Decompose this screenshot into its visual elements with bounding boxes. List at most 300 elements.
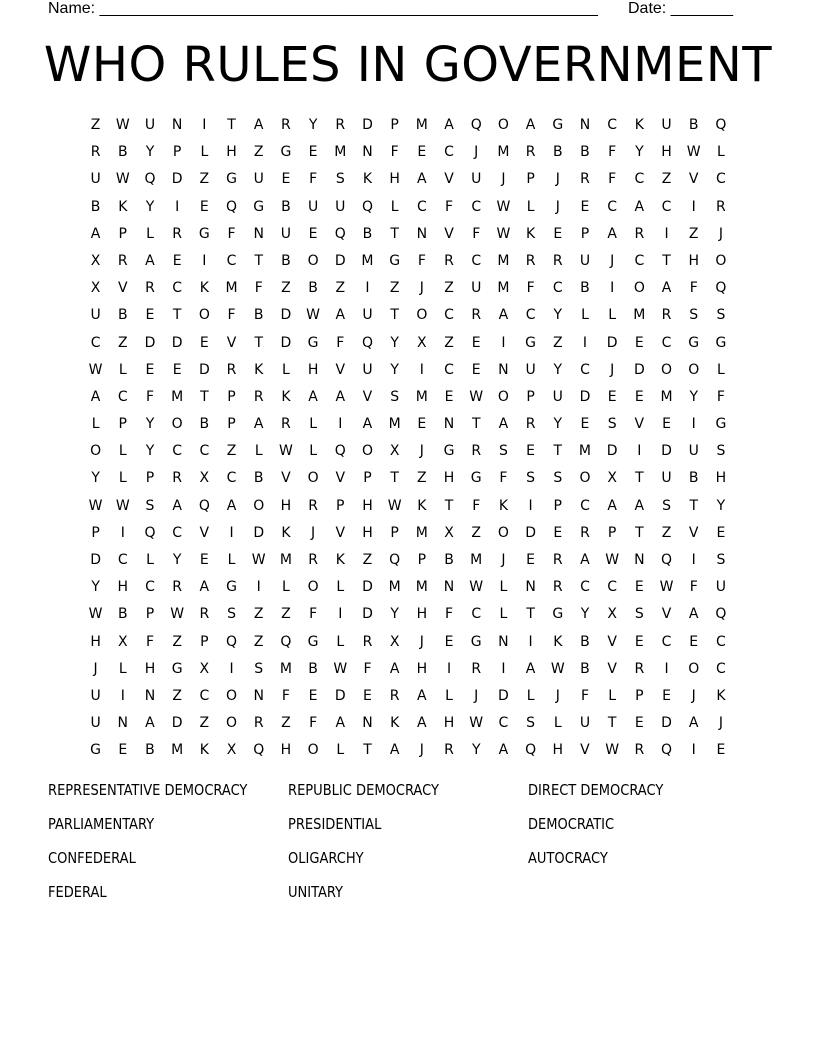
grid-letter[interactable]: A xyxy=(661,280,672,297)
grid-letter[interactable]: Y xyxy=(390,334,399,351)
grid-letter[interactable]: T xyxy=(390,225,399,242)
grid-letter[interactable]: D xyxy=(606,443,618,460)
grid-letter[interactable]: A xyxy=(417,715,427,732)
grid-letter[interactable]: I xyxy=(610,280,615,297)
grid-letter[interactable]: D xyxy=(362,579,373,596)
grid-letter[interactable]: F xyxy=(472,225,481,242)
grid-letter[interactable]: K xyxy=(362,171,373,188)
grid-letter[interactable]: C xyxy=(117,388,128,405)
grid-letter[interactable]: M xyxy=(388,579,401,596)
grid-letter[interactable]: K xyxy=(553,633,563,650)
grid-letter[interactable]: F xyxy=(445,606,454,623)
grid-letter[interactable]: S xyxy=(390,388,400,405)
grid-letter[interactable]: Q xyxy=(715,280,727,297)
grid-letter[interactable]: P xyxy=(118,225,127,242)
grid-letter[interactable]: R xyxy=(661,307,672,324)
grid-letter[interactable]: F xyxy=(145,388,154,405)
grid-letter[interactable]: O xyxy=(307,579,319,596)
grid-letter[interactable]: H xyxy=(362,524,373,541)
grid-letter[interactable]: D xyxy=(579,388,591,405)
grid-letter[interactable]: A xyxy=(389,660,400,677)
grid-letter[interactable]: S xyxy=(254,660,264,677)
grid-letter[interactable]: F xyxy=(689,280,698,297)
grid-letter[interactable]: R xyxy=(580,171,590,188)
grid-letter[interactable]: Q xyxy=(661,742,673,759)
grid-letter[interactable]: F xyxy=(390,144,399,161)
grid-letter[interactable]: C xyxy=(661,334,672,351)
grid-letter[interactable]: G xyxy=(389,252,401,269)
grid-letter[interactable]: F xyxy=(309,715,318,732)
grid-letter[interactable]: Z xyxy=(172,687,182,704)
grid-letter[interactable]: D xyxy=(362,117,373,133)
grid-letter[interactable]: N xyxy=(416,225,428,242)
grid-letter[interactable]: E xyxy=(662,416,671,433)
grid-letter[interactable]: N xyxy=(253,225,264,242)
grid-letter[interactable]: B xyxy=(281,198,291,215)
grid-letter[interactable]: A xyxy=(226,497,237,514)
grid-letter[interactable]: H xyxy=(389,171,400,188)
grid-letter[interactable]: F xyxy=(499,470,508,487)
grid-letter[interactable]: J xyxy=(718,225,723,242)
grid-letter[interactable]: J xyxy=(474,144,479,161)
grid-letter[interactable]: V xyxy=(607,633,617,650)
grid-letter[interactable]: R xyxy=(634,742,645,759)
grid-letter[interactable]: E xyxy=(634,633,644,650)
grid-letter[interactable]: E xyxy=(118,742,128,759)
grid-letter[interactable]: J xyxy=(419,280,424,297)
grid-letter[interactable]: D xyxy=(334,687,346,704)
grid-letter[interactable]: O xyxy=(307,252,319,269)
grid-letter[interactable]: J xyxy=(718,715,723,732)
grid-letter[interactable]: K xyxy=(417,497,427,514)
grid-letter[interactable]: L xyxy=(336,633,345,650)
grid-letter[interactable]: Y xyxy=(145,416,155,433)
grid-letter[interactable]: S xyxy=(526,470,536,487)
grid-letter[interactable]: L xyxy=(390,198,399,215)
grid-letter[interactable]: E xyxy=(308,225,318,242)
grid-letter[interactable]: W xyxy=(550,660,565,677)
grid-letter[interactable]: M xyxy=(334,144,347,161)
grid-letter[interactable]: W xyxy=(251,552,266,568)
grid-letter[interactable]: C xyxy=(580,579,590,596)
grid-letter[interactable]: P xyxy=(580,225,590,242)
grid-letter[interactable]: O xyxy=(307,742,319,759)
grid-letter[interactable]: U xyxy=(579,715,591,732)
grid-letter[interactable]: Y xyxy=(689,388,698,405)
grid-letter[interactable]: A xyxy=(199,579,210,596)
grid-letter[interactable]: G xyxy=(307,334,319,351)
grid-letter[interactable]: L xyxy=(608,307,617,324)
grid-letter[interactable]: S xyxy=(716,552,726,568)
grid-letter[interactable]: V xyxy=(688,171,699,188)
grid-letter[interactable]: L xyxy=(553,715,562,732)
grid-letter[interactable]: A xyxy=(498,416,509,433)
grid-letter[interactable]: A xyxy=(634,198,645,215)
grid-letter[interactable]: X xyxy=(444,524,454,541)
grid-letter[interactable]: T xyxy=(200,388,209,405)
grid-letter[interactable]: C xyxy=(444,144,454,161)
grid-letter[interactable]: C xyxy=(634,252,645,269)
grid-letter[interactable]: F xyxy=(608,144,617,161)
grid-letter[interactable]: W xyxy=(115,171,130,188)
grid-letter[interactable]: Y xyxy=(91,470,100,487)
grid-letter[interactable]: E xyxy=(199,552,209,568)
grid-letter[interactable]: J xyxy=(501,171,506,188)
grid-letter[interactable]: H xyxy=(117,579,129,596)
grid-letter[interactable]: H xyxy=(144,660,156,677)
grid-letter[interactable]: F xyxy=(445,198,454,215)
grid-letter[interactable]: T xyxy=(471,416,481,433)
grid-letter[interactable]: L xyxy=(499,579,508,596)
grid-letter[interactable]: K xyxy=(281,524,291,541)
grid-letter[interactable]: E xyxy=(417,416,427,433)
grid-letter[interactable]: U xyxy=(335,198,346,215)
grid-letter[interactable]: V xyxy=(281,470,291,487)
grid-letter[interactable]: T xyxy=(553,443,563,460)
grid-letter[interactable]: R xyxy=(172,579,183,596)
grid-letter[interactable]: Y xyxy=(172,552,182,568)
grid-letter[interactable]: C xyxy=(226,470,237,487)
grid-letter[interactable]: U xyxy=(362,361,373,378)
grid-letter[interactable]: I xyxy=(120,524,125,541)
grid-letter[interactable]: A xyxy=(253,117,264,133)
grid-letter[interactable]: X xyxy=(199,660,210,677)
grid-letter[interactable]: W xyxy=(88,606,103,623)
grid-letter[interactable]: Z xyxy=(172,633,182,650)
grid-letter[interactable]: Z xyxy=(688,225,699,242)
grid-letter[interactable]: Y xyxy=(553,361,563,378)
grid-letter[interactable]: V xyxy=(444,171,454,188)
grid-letter[interactable]: W xyxy=(88,497,103,514)
grid-letter[interactable]: D xyxy=(171,715,183,732)
grid-letter[interactable]: W xyxy=(496,198,511,215)
grid-letter[interactable]: F xyxy=(608,171,617,188)
grid-letter[interactable]: R xyxy=(145,280,155,297)
grid-letter[interactable]: I xyxy=(229,524,234,541)
grid-letter[interactable]: E xyxy=(634,715,644,732)
grid-letter[interactable]: I xyxy=(202,117,207,133)
grid-letter[interactable]: J xyxy=(610,252,615,269)
grid-letter[interactable]: I xyxy=(691,552,696,568)
grid-letter[interactable]: E xyxy=(634,388,644,405)
grid-letter[interactable]: O xyxy=(497,388,509,405)
grid-letter[interactable]: F xyxy=(227,225,236,242)
grid-letter[interactable]: D xyxy=(198,361,210,378)
grid-letter[interactable]: W xyxy=(88,361,103,378)
grid-letter[interactable]: C xyxy=(416,198,427,215)
grid-letter[interactable]: D xyxy=(661,443,672,460)
grid-letter[interactable]: C xyxy=(607,117,618,133)
grid-letter[interactable]: M xyxy=(415,579,428,596)
grid-letter[interactable]: E xyxy=(553,524,563,541)
grid-letter[interactable]: Z xyxy=(661,171,672,188)
grid-letter[interactable]: G xyxy=(715,416,727,433)
grid-letter[interactable]: B xyxy=(444,552,454,568)
grid-letter[interactable]: C xyxy=(471,606,482,623)
grid-letter[interactable]: G xyxy=(226,171,237,188)
grid-letter[interactable]: D xyxy=(253,524,265,541)
grid-letter[interactable]: B xyxy=(580,660,590,677)
grid-letter[interactable]: Z xyxy=(253,633,264,650)
grid-letter[interactable]: P xyxy=(635,687,644,704)
grid-letter[interactable]: K xyxy=(281,388,291,405)
grid-letter[interactable]: J xyxy=(93,660,98,677)
grid-letter[interactable]: E xyxy=(716,742,726,759)
grid-letter[interactable]: C xyxy=(145,579,155,596)
grid-letter[interactable]: D xyxy=(661,715,672,732)
grid-letter[interactable]: A xyxy=(417,687,427,704)
grid-letter[interactable]: E xyxy=(716,524,726,541)
grid-letter[interactable]: N xyxy=(579,117,591,133)
grid-letter[interactable]: M xyxy=(225,280,238,297)
grid-letter[interactable]: Q xyxy=(361,198,373,215)
grid-letter[interactable]: E xyxy=(363,687,372,704)
grid-letter[interactable]: B xyxy=(308,280,318,297)
grid-letter[interactable]: W xyxy=(659,579,674,596)
grid-letter[interactable]: A xyxy=(525,117,536,133)
grid-letter[interactable]: O xyxy=(579,470,591,487)
grid-letter[interactable]: H xyxy=(362,497,373,514)
grid-letter[interactable]: U xyxy=(362,307,373,324)
grid-letter[interactable]: G xyxy=(525,334,537,351)
grid-letter[interactable]: O xyxy=(497,117,509,133)
grid-letter[interactable]: R xyxy=(444,252,454,269)
grid-letter[interactable]: S xyxy=(716,443,726,460)
grid-letter[interactable]: Q xyxy=(334,225,346,242)
grid-letter[interactable]: C xyxy=(716,171,726,188)
grid-letter[interactable]: Q xyxy=(144,171,156,188)
grid-letter[interactable]: E xyxy=(417,144,427,161)
grid-letter[interactable]: M xyxy=(578,443,592,460)
grid-letter[interactable]: W xyxy=(496,225,511,242)
grid-letter[interactable]: Y xyxy=(471,742,481,759)
grid-letter[interactable]: K xyxy=(335,552,345,568)
grid-letter[interactable]: F xyxy=(309,606,318,623)
grid-letter[interactable]: Y xyxy=(716,497,726,514)
grid-letter[interactable]: S xyxy=(335,171,345,188)
grid-letter[interactable]: K xyxy=(498,497,508,514)
grid-letter[interactable]: O xyxy=(633,280,645,297)
grid-letter[interactable]: V xyxy=(226,334,237,351)
grid-letter[interactable]: O xyxy=(688,660,700,677)
grid-letter[interactable]: K xyxy=(716,687,726,704)
grid-letter[interactable]: W xyxy=(306,307,321,324)
grid-letter[interactable]: Q xyxy=(334,443,346,460)
grid-letter[interactable]: J xyxy=(501,552,506,568)
grid-letter[interactable]: H xyxy=(552,742,564,759)
grid-letter[interactable]: L xyxy=(118,470,127,487)
grid-letter[interactable]: C xyxy=(580,497,590,514)
name-field[interactable]: Name: ________________________________________________________ xyxy=(48,0,598,17)
grid-letter[interactable]: A xyxy=(688,715,699,732)
grid-letter[interactable]: U xyxy=(579,252,591,269)
grid-letter[interactable]: F xyxy=(526,280,535,297)
grid-letter[interactable]: C xyxy=(498,715,509,732)
grid-letter[interactable]: F xyxy=(309,171,318,188)
grid-letter[interactable]: D xyxy=(280,307,292,324)
grid-letter[interactable]: F xyxy=(281,687,290,704)
grid-letter[interactable]: M xyxy=(415,524,428,541)
grid-letter[interactable]: M xyxy=(497,144,510,161)
grid-letter[interactable]: P xyxy=(390,524,399,541)
grid-letter[interactable]: R xyxy=(253,388,264,405)
grid-letter[interactable]: Q xyxy=(715,117,727,133)
grid-letter[interactable]: F xyxy=(472,497,481,514)
grid-letter[interactable]: A xyxy=(525,660,536,677)
grid-letter[interactable]: A xyxy=(308,388,318,405)
grid-letter[interactable]: R xyxy=(253,715,264,732)
grid-letter[interactable]: V xyxy=(199,524,210,541)
grid-letter[interactable]: T xyxy=(227,117,236,133)
grid-letter[interactable]: G xyxy=(470,470,482,487)
grid-letter[interactable]: B xyxy=(688,117,699,133)
grid-letter[interactable]: R xyxy=(552,552,563,568)
grid-letter[interactable]: A xyxy=(607,225,617,242)
grid-letter[interactable]: J xyxy=(419,633,424,650)
grid-letter[interactable]: D xyxy=(633,361,645,378)
grid-letter[interactable]: T xyxy=(254,334,263,351)
grid-letter[interactable]: Q xyxy=(226,198,238,215)
grid-letter[interactable]: M xyxy=(633,307,646,324)
grid-letter[interactable]: Z xyxy=(362,552,373,568)
grid-letter[interactable]: W xyxy=(686,144,701,161)
grid-letter[interactable]: O xyxy=(171,416,183,433)
grid-letter[interactable]: G xyxy=(688,334,700,351)
grid-letter[interactable]: Z xyxy=(253,144,264,161)
grid-letter[interactable]: U xyxy=(280,225,292,242)
grid-letter[interactable]: J xyxy=(555,171,560,188)
grid-letter[interactable]: V xyxy=(117,280,128,297)
grid-letter[interactable]: I xyxy=(528,633,533,650)
grid-letter[interactable]: Y xyxy=(390,606,399,623)
grid-letter[interactable]: T xyxy=(444,497,454,514)
grid-letter[interactable]: Z xyxy=(389,280,400,297)
grid-letter[interactable]: R xyxy=(226,361,237,378)
grid-letter[interactable]: B xyxy=(580,633,590,650)
grid-letter[interactable]: P xyxy=(417,552,427,568)
grid-letter[interactable]: E xyxy=(607,388,617,405)
grid-letter[interactable]: C xyxy=(607,198,618,215)
grid-letter[interactable]: B xyxy=(308,660,318,677)
grid-letter[interactable]: E xyxy=(634,334,644,351)
grid-letter[interactable]: O xyxy=(497,524,509,541)
grid-letter[interactable]: V xyxy=(444,225,454,242)
grid-letter[interactable]: B xyxy=(552,144,563,161)
grid-letter[interactable]: R xyxy=(716,198,726,215)
grid-letter[interactable]: B xyxy=(117,606,128,623)
grid-letter[interactable]: L xyxy=(526,687,535,704)
grid-letter[interactable]: I xyxy=(664,660,669,677)
grid-letter[interactable]: W xyxy=(115,117,130,133)
grid-letter[interactable]: D xyxy=(280,334,292,351)
grid-letter[interactable]: J xyxy=(474,687,479,704)
grid-letter[interactable]: J xyxy=(311,524,316,541)
grid-letter[interactable]: R xyxy=(634,225,645,242)
grid-letter[interactable]: P xyxy=(118,416,127,433)
grid-letter[interactable]: T xyxy=(635,470,644,487)
grid-letter[interactable]: M xyxy=(388,416,401,433)
grid-letter[interactable]: X xyxy=(199,470,210,487)
grid-letter[interactable]: Z xyxy=(199,171,210,188)
grid-letter[interactable]: V xyxy=(661,606,672,623)
grid-letter[interactable]: R xyxy=(444,742,454,759)
grid-letter[interactable]: R xyxy=(199,606,210,623)
grid-letter[interactable]: B xyxy=(580,144,590,161)
grid-letter[interactable]: G xyxy=(552,117,564,133)
grid-letter[interactable]: X xyxy=(226,742,237,759)
grid-letter[interactable]: U xyxy=(90,715,101,732)
grid-letter[interactable]: Y xyxy=(145,144,155,161)
grid-letter[interactable]: Z xyxy=(281,280,291,297)
grid-letter[interactable]: P xyxy=(526,171,535,188)
grid-letter[interactable]: U xyxy=(253,171,264,188)
grid-letter[interactable]: S xyxy=(634,606,644,623)
grid-letter[interactable]: T xyxy=(363,742,372,759)
grid-letter[interactable]: B xyxy=(90,198,101,215)
grid-letter[interactable]: A xyxy=(145,252,155,269)
grid-letter[interactable]: P xyxy=(553,497,562,514)
grid-letter[interactable]: C xyxy=(634,171,645,188)
grid-letter[interactable]: D xyxy=(90,552,101,568)
grid-letter[interactable]: W xyxy=(469,579,484,596)
grid-letter[interactable]: G xyxy=(552,606,564,623)
grid-letter[interactable]: I xyxy=(202,252,207,269)
grid-letter[interactable]: P xyxy=(91,524,100,541)
grid-letter[interactable]: M xyxy=(660,388,673,405)
grid-letter[interactable]: Y xyxy=(145,198,155,215)
grid-letter[interactable]: R xyxy=(389,687,400,704)
grid-letter[interactable]: U xyxy=(715,579,727,596)
grid-letter[interactable]: U xyxy=(307,198,319,215)
grid-letter[interactable]: E xyxy=(308,687,318,704)
grid-letter[interactable]: C xyxy=(199,687,210,704)
grid-letter[interactable]: W xyxy=(115,497,130,514)
grid-letter[interactable]: L xyxy=(227,552,236,568)
grid-letter[interactable]: R xyxy=(471,307,482,324)
grid-letter[interactable]: P xyxy=(227,416,236,433)
grid-letter[interactable]: R xyxy=(281,117,291,133)
grid-letter[interactable]: Z xyxy=(417,470,427,487)
grid-letter[interactable]: V xyxy=(688,524,699,541)
grid-letter[interactable]: C xyxy=(444,307,454,324)
grid-letter[interactable]: B xyxy=(145,742,155,759)
grid-letter[interactable]: Y xyxy=(390,361,399,378)
grid-letter[interactable]: E xyxy=(526,443,536,460)
grid-letter[interactable]: B xyxy=(199,416,210,433)
grid-letter[interactable]: V xyxy=(335,470,346,487)
grid-letter[interactable]: K xyxy=(118,198,128,215)
grid-letter[interactable]: N xyxy=(498,633,509,650)
grid-letter[interactable]: A xyxy=(634,497,645,514)
grid-letter[interactable]: A xyxy=(688,606,699,623)
grid-letter[interactable]: G xyxy=(470,633,482,650)
grid-letter[interactable]: C xyxy=(90,334,101,351)
grid-letter[interactable]: I xyxy=(365,280,370,297)
grid-letter[interactable]: U xyxy=(471,280,482,297)
grid-letter[interactable]: P xyxy=(390,117,399,133)
grid-letter[interactable]: N xyxy=(362,144,373,161)
grid-letter[interactable]: Z xyxy=(117,334,128,351)
grid-letter[interactable]: L xyxy=(146,225,154,242)
grid-letter[interactable]: F xyxy=(716,388,725,405)
grid-letter[interactable]: N xyxy=(362,715,373,732)
grid-letter[interactable]: S xyxy=(689,307,699,324)
grid-letter[interactable]: R xyxy=(634,660,645,677)
grid-letter[interactable]: E xyxy=(634,579,644,596)
grid-letter[interactable]: Z xyxy=(444,334,454,351)
grid-letter[interactable]: N xyxy=(498,361,509,378)
grid-letter[interactable]: W xyxy=(605,742,620,759)
